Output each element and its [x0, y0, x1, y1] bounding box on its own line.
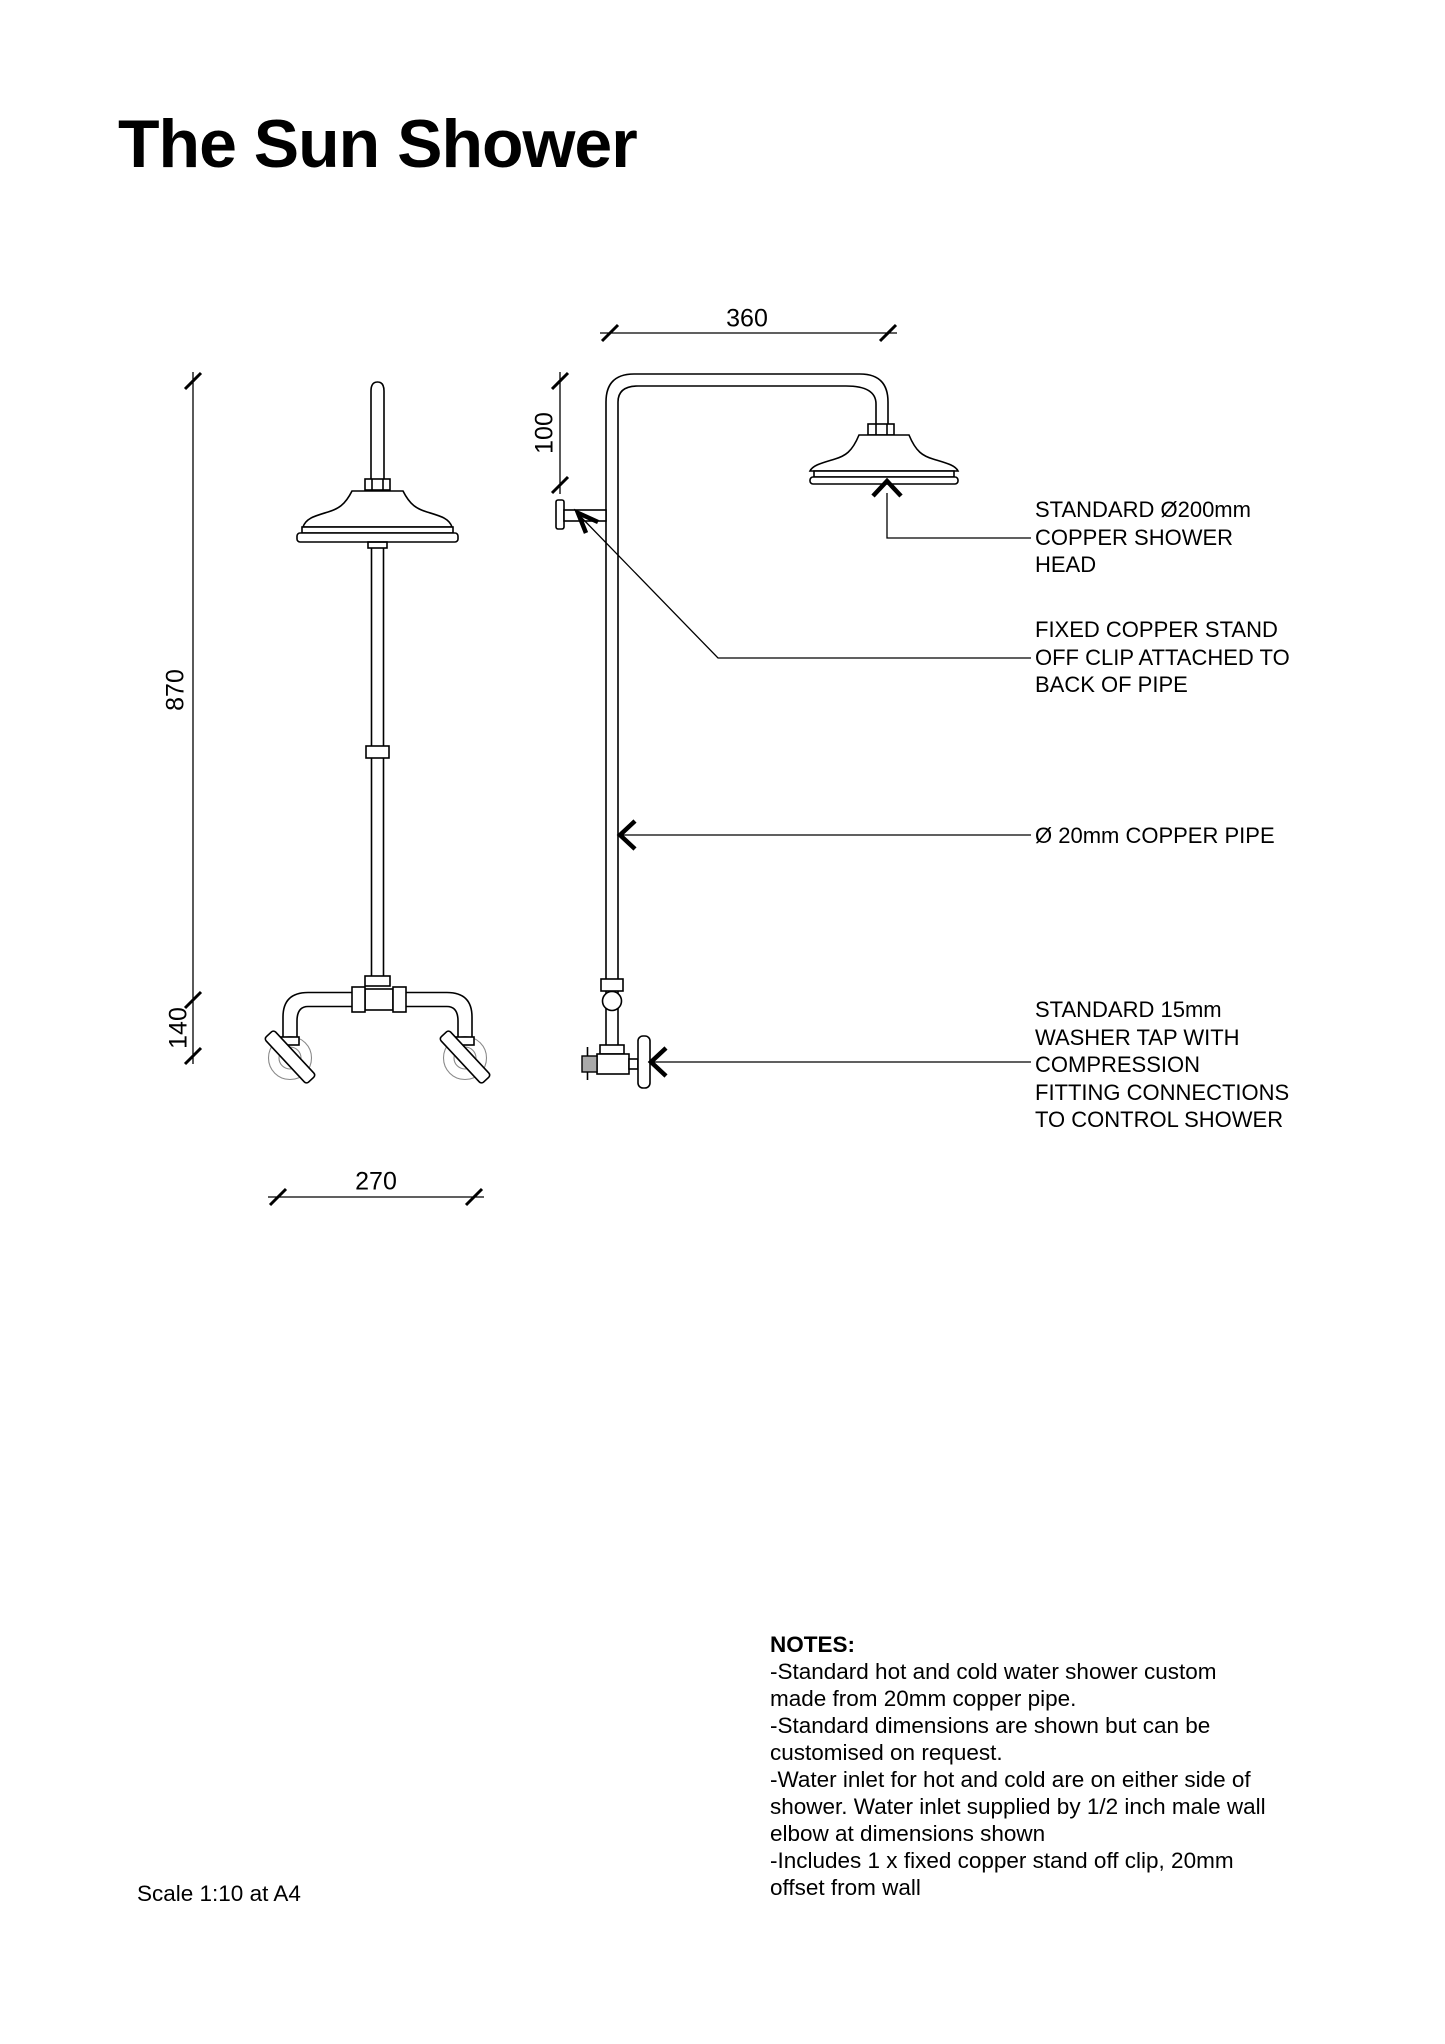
- annotation-line: OFF CLIP ATTACHED TO: [1035, 644, 1290, 670]
- notes-line: -Includes 1 x fixed copper stand off clip, 20mm: [770, 1848, 1234, 1873]
- notes-line: customised on request.: [770, 1740, 1003, 1765]
- notes-line: -Standard hot and cold water shower custom: [770, 1659, 1217, 1684]
- scale-note: Scale 1:10 at A4: [137, 1881, 301, 1906]
- side-shower-head: [810, 435, 958, 471]
- notes-line: -Water inlet for hot and cold are on either side of: [770, 1767, 1251, 1792]
- dim-label-clip-offset: 100: [530, 412, 559, 454]
- leader-lines: [578, 481, 1031, 1076]
- annotation-washer-tap: [1035, 996, 1289, 1134]
- notes-line: elbow at dimensions shown: [770, 1821, 1046, 1846]
- front-view: [264, 382, 491, 1084]
- annotation-line: COMPRESSION: [1035, 1052, 1201, 1077]
- annotation-line: STANDARD Ø200mm: [1035, 497, 1251, 522]
- annotation-line: FIXED COPPER STAND: [1035, 617, 1278, 642]
- notes-line: made from 20mm copper pipe.: [770, 1686, 1077, 1711]
- annotation-line: TO CONTROL SHOWER: [1035, 1107, 1284, 1132]
- notes-line: offset from wall: [770, 1875, 921, 1900]
- dim-label-height: 870: [161, 669, 190, 711]
- side-view: [556, 374, 958, 1088]
- dim-label-top-width: 360: [726, 304, 768, 333]
- annotation-line: WASHER TAP WITH: [1035, 1024, 1240, 1050]
- notes-line: -Standard dimensions are shown but can be: [770, 1713, 1211, 1738]
- annotation-line: BACK OF PIPE: [1035, 672, 1188, 697]
- dim-label-base-width: 270: [355, 1167, 397, 1196]
- notes-heading: NOTES:: [770, 1632, 856, 1657]
- annotation-line: Ø 20mm COPPER PIPE: [1035, 823, 1275, 848]
- annotation-copper-pipe: [1035, 822, 1275, 850]
- annotation-shower-head: [1035, 496, 1251, 579]
- front-shower-head: [303, 491, 452, 527]
- dimension-lines: [185, 325, 897, 1205]
- notes-line: shower. Water inlet supplied by 1/2 inch male wall: [770, 1794, 1266, 1819]
- dim-label-tap-drop: 140: [164, 1007, 193, 1049]
- annotation-stand-off-clip: [1035, 616, 1290, 699]
- page-title: The Sun Shower: [118, 106, 637, 182]
- side-tap-body: [597, 1054, 629, 1074]
- notes-block: [770, 1631, 1266, 1901]
- annotation-line: STANDARD 15mm: [1035, 997, 1222, 1022]
- annotation-line: COPPER SHOWER: [1035, 524, 1234, 550]
- annotation-line: FITTING CONNECTIONS: [1035, 1079, 1290, 1105]
- annotation-line: HEAD: [1035, 552, 1097, 577]
